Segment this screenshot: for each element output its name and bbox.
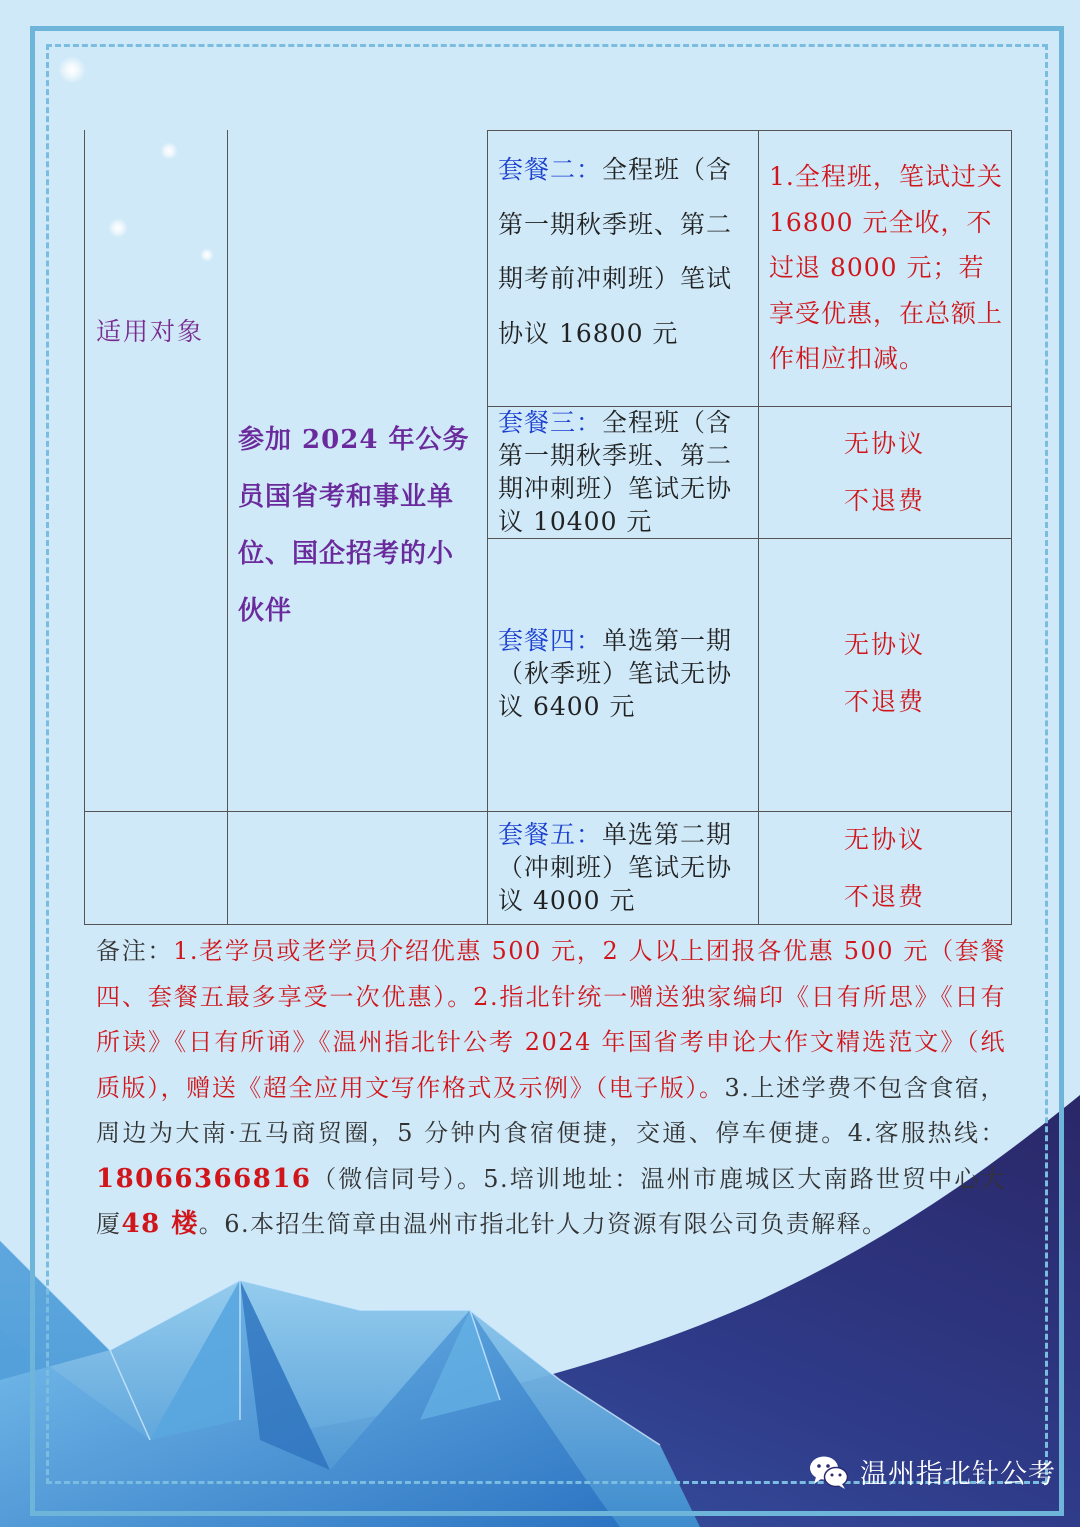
package-2-name: 套餐二： (498, 155, 603, 184)
sparkle (58, 56, 86, 84)
package-5-note (758, 811, 1011, 925)
package-4-cell (498, 624, 748, 723)
package-5-desc: 单选第二期（冲刺班）笔试无协议 4000 元 (498, 820, 733, 915)
no-refund-text: 不退费 (843, 687, 925, 716)
package-2-desc: 全程班（含第一期秋季班、第二期考前冲刺班）笔试协议 16800 元 (498, 155, 733, 348)
package-5-name: 套餐五： (498, 820, 603, 849)
package-2-note: 1.全程班，笔试过关 16800 元全收，不过退 8000 元；若享受优惠，在总额上作相应扣减。 (769, 162, 1004, 373)
address-floor: 48 楼 (121, 1209, 199, 1239)
package-4-note (758, 616, 1011, 730)
package-5-cell (498, 818, 748, 917)
package-3-name: 套餐三： (498, 408, 603, 437)
remarks-prefix: 备注： (96, 937, 174, 965)
remarks-paragraph (96, 929, 1006, 1248)
package-4-name: 套餐四： (498, 626, 603, 655)
target-audience: 参加 2024 年公务员国省考和事业单位、国企招考的小伙伴 (238, 425, 470, 626)
package-3-note (758, 415, 1011, 529)
no-agreement-text: 无协议 (843, 429, 925, 458)
package-4-desc: 单选第一期（秋季班）笔试无协议 6400 元 (498, 626, 733, 721)
remarks-interpretation: 。6.本招生简章由温州市指北针人力资源有限公司负责解释。 (198, 1210, 888, 1238)
wechat-icon (808, 1454, 850, 1490)
remarks-discounts-gifts: 1.老学员或老学员介绍优惠 500 元，2 人以上团报各优惠 500 元（套餐四、套餐五最多享受一次优惠）。2.指北针统一赠送独家编印《日有所思》《日有所读》《日有所诵》《温州指北针公考 2024 年国省考申论大作文精选范文》（纸质版），赠送《超全应用文写作格式及示例》（电子版）。 (96, 937, 1007, 1102)
package-3-cell (498, 406, 748, 538)
sparkle (108, 218, 128, 238)
applicable-label: 适用对象 (96, 317, 205, 346)
remarks-fees-contact: 3.上述学费不包含食宿，周边为大南·五马商贸圈，5 分钟内食宿便捷，交通、停车便捷。4.客服热线： (96, 1073, 1006, 1147)
no-refund-text: 不退费 (843, 486, 925, 515)
package-2-cell (498, 143, 748, 361)
sparkle (160, 142, 178, 160)
hotline-number[interactable]: 18066366816 (96, 1163, 312, 1194)
no-agreement-text: 无协议 (843, 630, 925, 659)
sparkle (200, 248, 214, 262)
package-3-desc: 全程班（含第一期秋季班、第二期冲刺班）笔试无协议 10400 元 (498, 408, 733, 536)
no-refund-text: 不退费 (843, 882, 925, 911)
remarks-address: （微信同号）。5.培训地址：温州市鹿城区大南路世贸中心大厦 (96, 1164, 1006, 1238)
no-agreement-text: 无协议 (843, 825, 925, 854)
brand-name: 温州指北针公考 (860, 1459, 1056, 1490)
footer-brand (808, 1452, 1056, 1491)
